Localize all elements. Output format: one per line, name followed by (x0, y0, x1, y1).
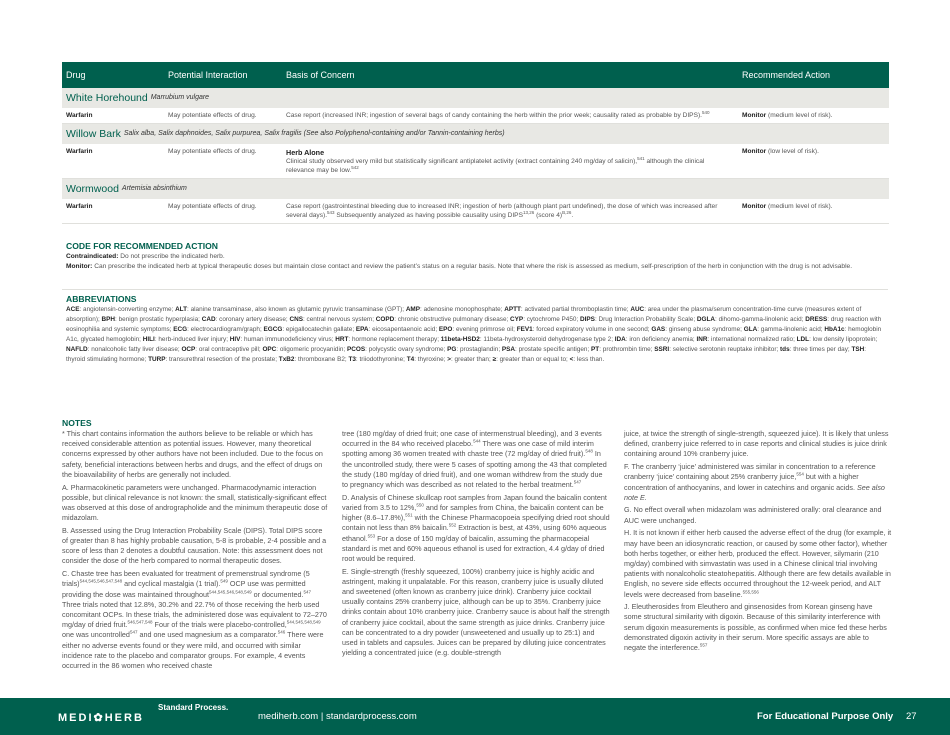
text-segment: or documented. (251, 589, 304, 599)
abbreviation-key: CNS (289, 316, 303, 323)
drug-name: Warfarin (66, 112, 93, 119)
reference-superscript: 544,545,546,548,549 (209, 589, 252, 595)
abbreviation-key: HRT (335, 336, 349, 343)
potential-interaction: May potentiate effects of drug. (168, 148, 257, 156)
abbreviation-key: tds (780, 346, 790, 353)
drug-name: Warfarin (66, 203, 93, 211)
abbreviation-key: ALT (175, 306, 188, 313)
footer-disclaimer: For Educational Purpose Only (757, 711, 894, 722)
abbreviation-definition: : hemoglobin A1c, glycated hemoglobin; (66, 326, 882, 343)
abbreviation-definition: : evening primrose oil; (452, 326, 517, 333)
herb-name: Wormwood (66, 183, 119, 196)
text-segment: C. Chaste tree has been evaluated for treatment of premenstrual syndrome (5 trials) (62, 569, 310, 589)
reference-superscript: 547 (303, 589, 312, 595)
abbreviation-definition: : selective serotonin reuptake inhibitor; (669, 346, 781, 353)
text-segment: F. The cranberry ‘juice’ administered was similar in concentration to a reference cranberry ‘juice’ containing about 25% cranberry juice, (624, 462, 876, 482)
text-segment: with the Chinese Pharmacopoeia specifying dried root should contain not less than 8% baicalin. (342, 513, 610, 533)
abbreviation-definition: : chronic obstructive pulmonary disease; (394, 316, 511, 323)
abbreviation-key: < (569, 356, 574, 363)
abbreviation-key: OPC (262, 346, 277, 353)
potential-interaction: May potentiate effects of drug. (168, 112, 257, 119)
abbreviation-key: ≥ (492, 356, 497, 363)
text-segment: G. No effect overall when midazolam was administered orally: oral clearance and AUC were unchanged. (624, 505, 882, 525)
note-paragraph (62, 569, 330, 671)
reference-superscript: 549 (220, 578, 228, 584)
abbreviation-key: SSRI (654, 346, 670, 353)
reference-superscript: 552 (448, 522, 457, 528)
action-level: Monitor (742, 112, 767, 119)
abbreviation-definition: : gamma-linolenic acid; (757, 326, 825, 333)
abbreviation-definition: : coronary artery disease; (215, 316, 290, 323)
abbreviation-definition: : three times per day; (789, 346, 852, 353)
abbreviation-definition: : hormone replacement therapy; (348, 336, 441, 343)
abbreviation-definition: : 11beta-hydroxysteroid dehydrogenase type 2; (479, 336, 615, 343)
abbreviation-definition: : epigallocatechin gallate; (282, 326, 356, 333)
abbreviation-definition: : iron deficiency anemia; (625, 336, 697, 343)
abbreviation-definition: : benign prostatic hyperplasia; (115, 316, 202, 323)
abbreviation-definition: : area under the plasma/serum concentration-time curve (measures extent of absorption); (66, 306, 862, 323)
text-segment: There were either no adverse events found or they were mild, and occurred with similar incidence rate to the placebo and comparator groups. For example, 4 events occurred in the 86 women who received chaste (62, 630, 324, 670)
code-description: Do not prescribe the indicated herb. (118, 253, 225, 260)
note-paragraph (624, 429, 892, 460)
reference-superscript: 544 (473, 438, 481, 444)
abbreviation-key: NAFLD (66, 346, 88, 353)
italic-text: See also note E. (624, 482, 885, 502)
abbreviation-key: PG (447, 346, 457, 353)
abbreviation-key: > (447, 356, 451, 363)
abbreviation-definition: : cytochrome P450; (523, 316, 581, 323)
reference-superscript: 547 (573, 479, 582, 485)
abbreviation-key: 11beta-HSD2 (440, 336, 480, 343)
abbreviation-definition: : electrocardiogram/graph; (187, 326, 264, 333)
text-segment: For a dose of 150 mg/day of baicalin, assuming the pharmacopeial standard is met and 60% aqueous ethanol is used for extraction, 4.4 g/day of dried root would be required. (342, 533, 605, 563)
abbreviation-definition: : ginseng abuse syndrome; (665, 326, 744, 333)
abbreviation-key: GLA (743, 326, 758, 333)
text-segment: A. Pharmacokinetic parameters were unchanged. Pharmacodynamic interaction possible, but clinical relevance is not known: the small, statistically-significant effect was observed at this dose of andrographolide and the minimum therapeutic dose of midazolam. (62, 482, 328, 523)
abbreviation-key: PT (591, 346, 600, 353)
abbreviation-definition: : eicosapentaenoic acid; (368, 326, 439, 333)
reference-superscript: 541 (637, 156, 645, 162)
abbreviation-definition: : activated partial thromboplastin time; (520, 306, 631, 313)
abbreviation-key: EPA (355, 326, 369, 333)
abbreviation-key: DIPS (580, 316, 595, 323)
abbreviation-definition: : polycystic ovary syndrome; (365, 346, 448, 353)
code-item (66, 252, 886, 262)
note-paragraph (342, 493, 610, 564)
text-segment: Extraction is best, at 43%, using 60% aqueous ethanol. (342, 523, 607, 543)
mediherb-logo: MEDI✿HERB (58, 712, 144, 724)
reference-superscript: 543 (327, 209, 335, 215)
note-paragraph (62, 483, 330, 524)
abbreviation-definition: : oligomeric procyanidin; (276, 346, 347, 353)
text-segment: In the uncontrolled study, there were 5 cases of spotting among the 43 that completed the study (180 mg/day of dried fruit), and one woman withdrew from the study due to pregnancy which was described as not related to the herbal treatment. (342, 449, 607, 490)
code-key: Monitor: (66, 263, 93, 270)
abbreviation-definition: : nonalcoholic fatty liver disease; (87, 346, 182, 353)
abbreviation-key: INR (696, 336, 708, 343)
abbreviation-key: TURP (148, 356, 166, 363)
basis-of-concern (286, 199, 726, 223)
abbreviation-key: AMP (405, 306, 421, 313)
abbreviation-definition: : international normalized ratio; (707, 336, 797, 343)
abbreviation-key: DGLA (696, 316, 716, 323)
abbreviation-definition: : prothrombin time; (599, 346, 655, 353)
abbreviation-key: APTT (504, 306, 521, 313)
abbreviation-key: BPH (101, 316, 116, 323)
abbreviation-key: HILI (142, 336, 155, 343)
reference-superscript: 540 (702, 109, 710, 115)
herb-latin-name: Marrubium vulgare (150, 93, 210, 101)
herb-name: Willow Bark (66, 128, 121, 141)
text-segment: but with a higher concentration of anthocyanins, and lower in catechins and organic acids. (624, 472, 859, 492)
abbreviation-key: ACE (66, 306, 80, 313)
abbreviation-definition: : Drug Interaction Probability Scale; (594, 316, 697, 323)
abbreviation-definition: : triiodothyronine; (355, 356, 407, 363)
table-row (62, 199, 889, 224)
abbreviation-key: AUC (630, 306, 645, 313)
abbreviation-definition: : greater than; (450, 356, 493, 363)
abbreviation-definition: : thyroxine; (414, 356, 448, 363)
potential-interaction: May potentiate effects of drug. (168, 203, 257, 211)
action-detail: (medium level of risk). (766, 203, 833, 211)
action-level: Monitor (742, 203, 767, 211)
reference-superscript: 13,26 (522, 209, 535, 215)
abbreviation-definition: : angiotensin-converting enzyme; (79, 306, 176, 313)
abbreviation-definition: : low density lipoprotein; (809, 336, 878, 343)
table-row (62, 108, 889, 124)
interaction-table (62, 62, 889, 224)
note-paragraph (624, 602, 892, 653)
text-segment: although the clinical relevance may be low. (286, 158, 705, 174)
basis-of-concern (286, 144, 726, 178)
text-segment: * This chart contains information the authors believe to be reliable or which has received considerable attention as potential issues. However, many theoretical concerns expressed by other authors have not been included. Due to the focus on safety, beneficial interactions between herbs and drugs, and the effect of drugs on the bioavailability of herbs are generally not included. (62, 429, 323, 479)
recommended-action (742, 203, 833, 211)
code-description: Can prescribe the indicated herb at typical therapeutic doses but maintain close contact and review the patient’s status on a regular basis. Note that where the risk is assessed as medium, self-prescription of the herb in conjunction with the drug is not advisable. (92, 263, 853, 270)
abbreviation-definition: : oral contraceptive pill; (195, 346, 263, 353)
text-segment: B. Assessed using the Drug Interaction Probability Scale (DIPS). Total DIPS score of greater than 8 has highly probable causation, 5-8 is probable, 2-4 possible and a score of less than 2 denotes a doubtful causation. Note: this assessment does not consider the dose of the herb compared to normal therapeutic doses. (62, 525, 327, 566)
abbreviation-definition: : greater than or equal to; (496, 356, 570, 363)
abbreviation-definition: : dihomo-gamma-linolenic acid; (715, 316, 806, 323)
abbreviation-key: PCOS (346, 346, 366, 353)
abbreviation-definition: : prostate specific antigen; (515, 346, 592, 353)
note-paragraph (62, 526, 330, 567)
text-segment: D. Analysis of Chinese skullcap root samples from Japan found the baicalin content varied from 3.5 to 12%, (342, 492, 607, 512)
reference-superscript: 551 (405, 512, 413, 518)
note-paragraph (342, 567, 610, 659)
reference-superscript: B,26 (562, 209, 572, 215)
herb-latin-name: Artemisia absinthium (121, 185, 187, 193)
abbreviation-definition: : human immunodeficiency virus; (240, 336, 336, 343)
abbreviation-key: COPD (375, 316, 395, 323)
abbreviation-key: LDL (796, 336, 810, 343)
text-segment: Case report (gastrointestinal bleeding due to increased INR; ingestion of herb (although plant part undefined), the dose of which was increased after several days). (286, 203, 718, 219)
code-section (66, 241, 886, 272)
abbreviation-definition: : less than. (573, 356, 605, 363)
text-segment: juice, at twice the strength of single-strength, squeezed juice). It is likely that unless defined, cranberry juice referred to in case reports and clinical studies is juice drink containing around 10% cranberry juice. (624, 429, 889, 459)
reference-superscript: 550 (416, 502, 424, 508)
text-segment: E. Single-strength (freshly squeezed, 100%) cranberry juice is highly acidic and astringent, making it unpalatable. For this reason, cranberry juice is usually diluted and sweetened (often known as cranberry juice drink). Cranberry juice cocktail usually contains 25% cranberry juice, although can be up to 35%. Cranberry juice drinks contain about 10% cranberry juice. Cranberry sauce is about half the strength of cranberry juice cocktail, about the same strength as juice drinks. Cranberry juice can be concentrated to a dry powder (unsweetened and usually up to 25:1) and used in tablets and capsules. Juices can be prepared by diluting juice concentrates yielding a concentrated juice (e.g. double-strength (342, 566, 610, 658)
basis-title: Herb Alone (286, 148, 325, 158)
herb-latin-name: Salix alba, Salix daphnoides, Salix purpurea, Salix fragilis (See also Polyphenol-containing and/or Tannin-containing herbs) (123, 130, 505, 138)
reference-superscript: 555,556 (742, 589, 759, 595)
action-level: Monitor (742, 148, 767, 156)
text-segment: tree (180 mg/day of dried fruit; one case of intermenstrual bleeding), and 3 events occurred in the 84 who received placebo. (342, 429, 602, 449)
reference-superscript: 547 (129, 629, 138, 635)
abbreviation-definition: : forced expiratory volume in one second; (532, 326, 652, 333)
notes-title: NOTES (62, 418, 92, 428)
reference-superscript: 546 (277, 629, 286, 635)
recommended-action (742, 148, 819, 156)
note-paragraph (342, 429, 610, 490)
abbreviation-key: HIV (229, 336, 241, 343)
abbreviation-key: CYP (510, 316, 524, 323)
col-action: Recommended Action (742, 69, 831, 80)
text-segment: H. It is not known if either herb caused the adverse effect of the drug (for example, it may have been an idiosyncratic reaction, or caused by some other factor), whether both herbs together, or either herb, produced the effect. However, silymarin (210 mg/day) combined with simvastatin was used in a Chinese clinical trial involving patients with nonalcoholic steatohepatitis. Although there are few details available in English, no severe side effects occurred throughout the 12-week period, and ALT levels were decreased from baseline. (624, 528, 892, 599)
abbreviation-key: TSH (851, 346, 865, 353)
abbreviation-key: IDA (614, 336, 626, 343)
page-number: 27 (906, 711, 917, 722)
abbreviation-key: HbA1c (824, 326, 845, 333)
reference-superscript: 557 (699, 642, 708, 648)
abbreviation-definition: : thyroid stimulating hormone; (66, 346, 867, 363)
abbreviations-title: ABBREVIATIONS (66, 294, 137, 304)
standard-process-logo: Standard Process. (158, 703, 229, 712)
reference-superscript: 553 (367, 533, 376, 539)
herb-name: White Horehound (66, 91, 148, 104)
note-paragraph (624, 528, 892, 599)
abbreviation-key: DRESS (805, 316, 828, 323)
recommended-action (742, 112, 833, 120)
abbreviation-definition: : prostaglandin; (456, 346, 502, 353)
reference-superscript: 542 (351, 164, 359, 170)
abbreviation-key: EGCG (263, 326, 283, 333)
abbreviation-key: OCP (181, 346, 196, 353)
text-segment: (score 4) (534, 211, 563, 219)
drug-name: Warfarin (66, 148, 93, 156)
text-segment: OCP use was permitted providing the dose was maintained throughout (62, 579, 306, 599)
text-segment: . (571, 211, 574, 219)
abbreviation-definition: : transurethral resection of the prostate; (165, 356, 279, 363)
abbreviation-key: ECG (173, 326, 188, 333)
text-segment: Subsequently analyzed as having possible causality using DIPS (334, 211, 523, 219)
text-segment: Clinical study observed very mild but statistically significant antiplatelet activity (extract containing 240 mg/day of salicin), (286, 158, 638, 166)
abbreviation-key: CAD (201, 316, 216, 323)
abbreviation-key: T3 (348, 356, 356, 363)
footer (0, 698, 950, 735)
col-basis: Basis of Concern (286, 69, 355, 80)
reference-superscript: 548 (585, 449, 593, 455)
abbreviation-definition: : adenosine monophosphate; (420, 306, 505, 313)
footer-links[interactable]: mediherb.com | standardprocess.com (258, 711, 417, 722)
action-detail: (medium level of risk). (766, 112, 833, 119)
table-row (62, 144, 889, 179)
abbreviations-text (66, 305, 884, 365)
text-segment: Three trials noted that 12.8%, 30.2% and 22.7% of those receiving the herb used concomitant OCPs. In these trials, the administered dose was equivalent to 72–270 mg/day of dried fruit. (62, 599, 327, 630)
abbreviation-definition: : herb-induced liver injury; (154, 336, 230, 343)
text-segment: and for samples from China, the baicalin content can be higher (8.6–17.8%), (342, 502, 604, 523)
col-interaction: Potential Interaction (168, 69, 248, 80)
abbreviation-key: TxB2 (278, 356, 295, 363)
abbreviation-key: T4 (406, 356, 415, 363)
text-segment: J. Eleutherosides from Eleuthero and ginsenosides from Korean ginseng have some structural similarity with digoxin. Because of this similarity interference with serum digoxin measurements is possible, as confirmed when mice fed these herbs demonstrated digoxin activity in their serum. More specific assays are able to negate the interference. (624, 602, 887, 653)
herb-group-header (62, 88, 889, 108)
abbreviation-key: EPO (438, 326, 453, 333)
reference-superscript: 546,547,548 (127, 619, 153, 625)
note-paragraph (624, 505, 892, 525)
note-paragraph (624, 462, 892, 503)
abbreviation-definition: : central nervous system; (302, 316, 376, 323)
abbreviation-definition: : drug reaction with eosinophilia and systemic symptoms; (66, 316, 882, 333)
col-drug: Drug (66, 69, 86, 80)
abbreviations-section (62, 289, 888, 365)
action-detail: (low level of risk). (766, 148, 819, 156)
text-segment: and cyclical mastalgia (1 trial). (122, 579, 221, 589)
text-segment: Case report (increased INR; ingestion of several bags of candy containing the herb within the prior week; causality rated as probable by DIPS). (286, 112, 702, 119)
abbreviation-key: GAS (651, 326, 666, 333)
abbreviation-definition: : thromboxane B2; (294, 356, 349, 363)
note-paragraph (62, 429, 330, 480)
text-segment: one was uncontrolled (62, 630, 130, 640)
herb-group-header (62, 124, 889, 144)
reference-superscript: 544,545,546,547,548 (79, 578, 123, 584)
reference-superscript: 544,545,548,549 (286, 619, 321, 625)
abbreviation-key: PSA (501, 346, 516, 353)
text-segment: and one used magnesium as a comparator. (137, 630, 278, 640)
abbreviation-key: FEV1 (516, 326, 533, 333)
basis-of-concern (286, 108, 726, 123)
code-key: Contraindicated: (66, 253, 119, 260)
code-title: CODE FOR RECOMMENDED ACTION (66, 241, 218, 251)
table-header (62, 62, 889, 88)
text-segment: There was one case of mild interim spotting among 36 women treated with chaste tree (72 mg/day of dried fruit). (342, 439, 594, 459)
herb-group-header (62, 179, 889, 199)
abbreviation-definition: : alanine transaminase, also known as glutamic pyruvic transaminase (GPT); (187, 306, 406, 313)
code-item (66, 262, 886, 272)
text-segment: Four of the trials were placebo-controlled, (152, 620, 287, 630)
reference-superscript: 554 (796, 471, 804, 477)
